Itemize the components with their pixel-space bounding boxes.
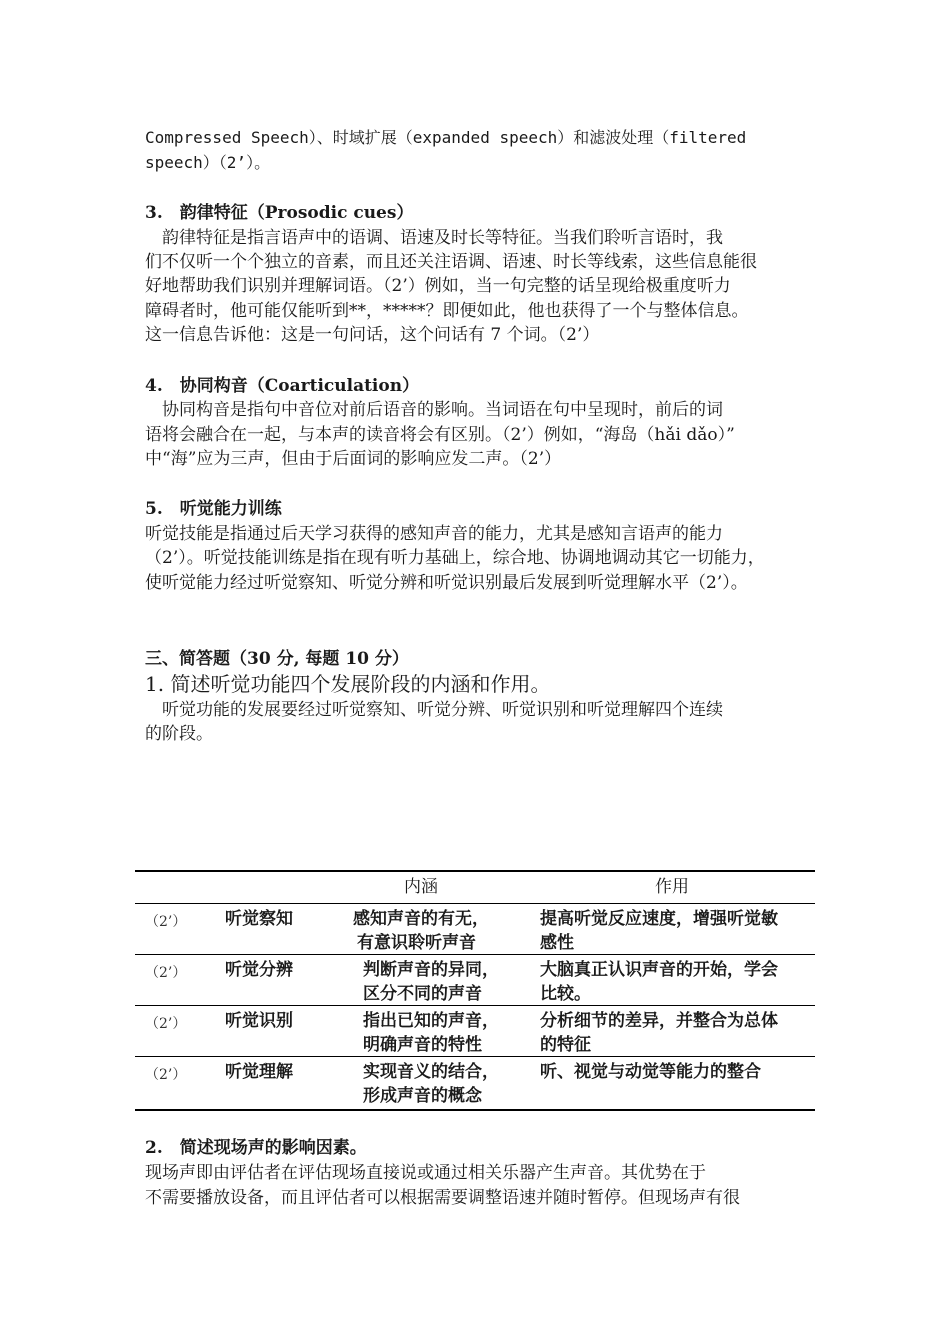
row-meaning: 有意识聆听声音 xyxy=(357,933,476,953)
row-meaning: 指出已知的声音， xyxy=(363,1011,499,1031)
row-stage: 听觉察知 xyxy=(225,909,293,929)
row-function: 的特征 xyxy=(540,1035,591,1055)
row-function: 听、视觉与动觉等能力的整合 xyxy=(540,1062,761,1082)
q2-heading: 2. 简述现场声的影响因素。 xyxy=(145,1138,367,1158)
row-meaning: 感知声音的有无， xyxy=(353,909,489,929)
q1-line: 的阶段。 xyxy=(145,724,213,744)
table-bottom-rule xyxy=(135,1109,815,1111)
row-meaning: 明确声音的特性 xyxy=(363,1035,482,1055)
q2-line: 不需要播放设备，而且评估者可以根据需要调整语速并随时暂停。但现场声有很 xyxy=(145,1188,740,1208)
row-score: （2’） xyxy=(145,1016,187,1032)
row-function: 提高听觉反应速度，增强听觉敏 xyxy=(540,909,778,929)
row-meaning: 实现音义的结合， xyxy=(363,1062,499,1082)
section4-line: 中“海”应为三声，但由于后面词的影响应发二声。（2’） xyxy=(145,449,562,469)
table-top-rule xyxy=(135,870,815,872)
stages-table xyxy=(135,870,815,1112)
row-meaning: 区分不同的声音 xyxy=(363,984,482,1004)
row-function: 比较。 xyxy=(540,984,591,1004)
row-stage: 听觉分辨 xyxy=(225,960,293,980)
row-function: 分析细节的差异，并整合为总体 xyxy=(540,1011,778,1031)
section3-line: 韵律特征是指言语声中的语调、语速及时长等特征。当我们聆听言语时，我 xyxy=(145,228,723,248)
section5-line: （2’）。听觉技能训练是指在现有听力基础上，综合地、协调地调动其它一切能力， xyxy=(145,548,765,568)
q1-title: 1. 简述听觉功能四个发展阶段的内涵和作用。 xyxy=(145,672,551,696)
intro-line-1: Compressed Speech）、时域扩展（expanded speech）和滤波处理（filtered xyxy=(145,128,747,147)
section3-line: 障碍者时，他可能仅能听到**，*****？即便如此，他也获得了一个与整体信息。 xyxy=(145,301,749,321)
row-stage: 听觉理解 xyxy=(225,1062,293,1082)
row-meaning: 判断声音的异同， xyxy=(363,960,499,980)
section3-line: 好地帮助我们识别并理解词语。（2’）例如，当一句完整的话呈现给极重度听力 xyxy=(145,276,731,296)
section3-line: 这一信息告诉他：这是一句问话，这个问话有 7 个词。（2’） xyxy=(145,325,600,345)
header-function: 作用 xyxy=(655,877,689,897)
section5-heading: 5. 听觉能力训练 xyxy=(145,499,282,519)
row-score: （2’） xyxy=(145,1067,187,1083)
section3-heading: 3. 韵律特征（Prosodic cues） xyxy=(145,203,414,223)
row-stage: 听觉识别 xyxy=(225,1011,293,1031)
section5-line: 听觉技能是指通过后天学习获得的感知声音的能力，尤其是感知言语声的能力 xyxy=(145,524,723,544)
intro-line-2: speech）（2’）。 xyxy=(145,153,271,172)
section4-heading: 4. 协同构音（Coarticulation） xyxy=(145,376,420,396)
section4-line: 协同构音是指句中音位对前后语音的影响。当词语在句中呈现时，前后的词 xyxy=(145,400,723,420)
table-header-rule xyxy=(135,903,815,904)
q1-line: 听觉功能的发展要经过听觉察知、听觉分辨、听觉识别和听觉理解四个连续 xyxy=(145,700,723,720)
row-score: （2’） xyxy=(145,965,187,981)
section5-line: 使听觉能力经过听觉察知、听觉分辨和听觉识别最后发展到听觉理解水平（2’）。 xyxy=(145,573,748,593)
q2-line: 现场声即由评估者在评估现场直接说或通过相关乐器产生声音。其优势在于 xyxy=(145,1163,706,1183)
row-function: 大脑真正认识声音的开始，学会 xyxy=(540,960,778,980)
section4-line: 语将会融合在一起，与本声的读音将会有区别。（2’）例如，“海岛（hǎi dǎo）” xyxy=(145,425,735,445)
part3-heading: 三、简答题（30 分, 每题 10 分） xyxy=(145,649,409,669)
row-score: （2’） xyxy=(145,914,187,930)
row-function: 感性 xyxy=(540,933,574,953)
section3-line: 们不仅听一个个独立的音素，而且还关注语调、语速、时长等线索，这些信息能很 xyxy=(145,252,757,272)
row-meaning: 形成声音的概念 xyxy=(363,1086,482,1106)
header-meaning: 内涵 xyxy=(404,877,438,897)
